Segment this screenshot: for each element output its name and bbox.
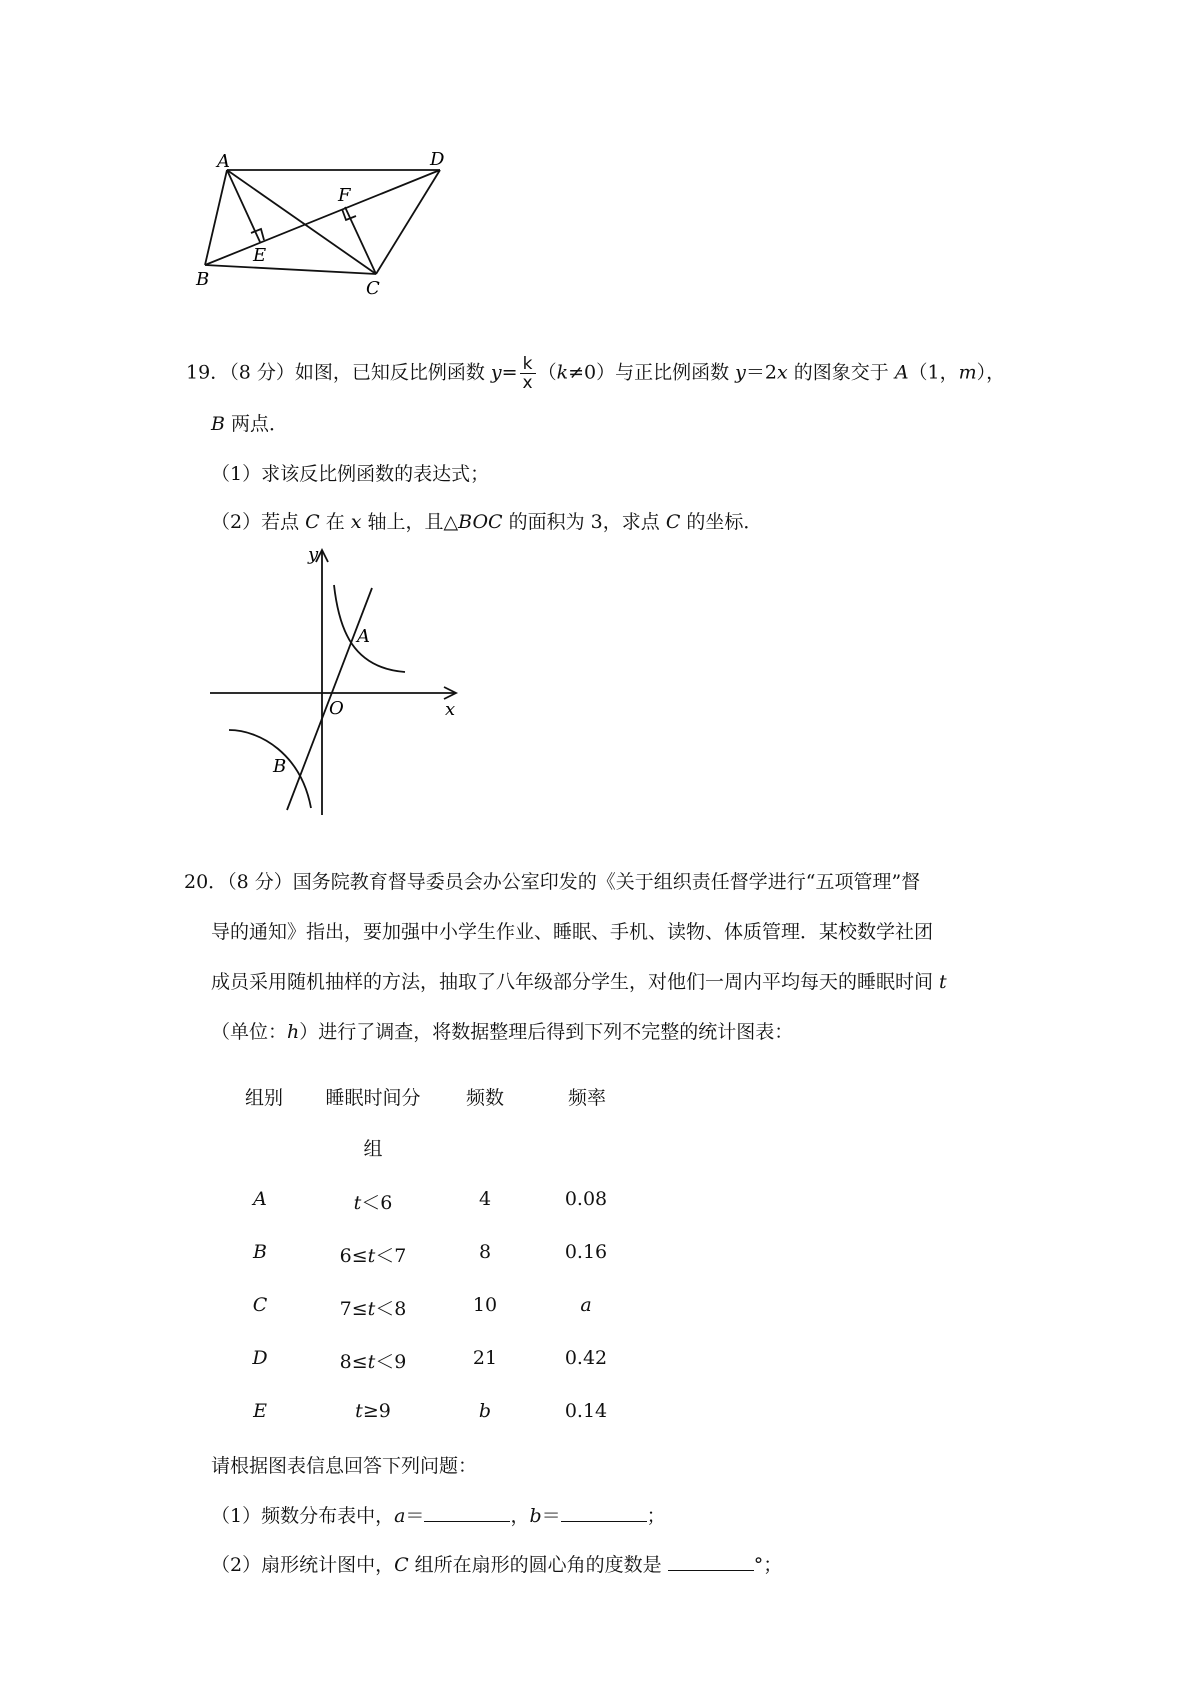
answer-blank-a[interactable] bbox=[424, 1503, 510, 1522]
parallelogram-svg bbox=[190, 150, 460, 300]
table-row-A-range: t＜6 bbox=[353, 1192, 393, 1214]
function-graph-svg bbox=[205, 540, 465, 820]
answer-blank-b[interactable] bbox=[561, 1503, 647, 1522]
table-row-C-range: 7≤t＜8 bbox=[339, 1298, 407, 1320]
table-row-B-rate: 0.16 bbox=[564, 1241, 608, 1263]
answer-blank-angle[interactable] bbox=[668, 1552, 754, 1571]
q20-line3: 成员采用随机抽样的方法，抽取了八年级部分学生，对他们一周内平均每天的睡眠时间 t bbox=[211, 971, 947, 993]
table-row-A-rate: 0.08 bbox=[564, 1188, 608, 1210]
function-graph-figure bbox=[205, 540, 465, 820]
label-B-point: B bbox=[273, 756, 287, 777]
table-header-freq: 频数 bbox=[465, 1087, 504, 1109]
table-row-C-rate: a bbox=[580, 1294, 592, 1316]
table-row-D-range: 8≤t＜9 bbox=[339, 1351, 407, 1373]
table-row-A-freq: 4 bbox=[478, 1188, 492, 1210]
label-y: y bbox=[308, 544, 319, 565]
table-row-E-group: E bbox=[253, 1400, 267, 1422]
table-header-range: 睡眠时间分 bbox=[325, 1087, 421, 1109]
q20-line2: 导的通知》指出，要加强中小学生作业、睡眠、手机、读物、体质管理．某校数学社团 bbox=[211, 921, 934, 943]
label-A: A bbox=[217, 151, 230, 172]
q20-line4: （单位：h）进行了调查，将数据整理后得到下列不完整的统计图表： bbox=[211, 1021, 794, 1043]
q20-sub1: （1）频数分布表中，a＝ ，b＝ ； bbox=[211, 1505, 666, 1527]
table-row-D-group: D bbox=[252, 1347, 268, 1369]
table-header-range-wrap: 组 bbox=[363, 1138, 383, 1160]
q20-line1: 20．（8 分）国务院教育督导委员会办公室印发的《关于组织责任督学进行“五项管理”督 bbox=[184, 871, 921, 893]
q20-prompt: 请根据图表信息回答下列问题： bbox=[211, 1455, 478, 1477]
label-E: E bbox=[253, 245, 267, 266]
label-O: O bbox=[329, 698, 344, 719]
label-x: x bbox=[445, 699, 456, 720]
label-D: D bbox=[430, 150, 445, 170]
table-row-C-freq: 10 bbox=[472, 1294, 498, 1316]
table-row-C-group: C bbox=[252, 1294, 268, 1316]
label-F: F bbox=[338, 185, 351, 206]
table-row-E-freq: b bbox=[478, 1400, 492, 1422]
table-header-rate: 频率 bbox=[567, 1087, 606, 1109]
label-C: C bbox=[366, 278, 380, 299]
fraction-k-over-x: $\frac{k}{x}$ bbox=[520, 355, 536, 392]
table-row-E-rate: 0.14 bbox=[564, 1400, 608, 1422]
table-row-D-rate: 0.42 bbox=[564, 1347, 608, 1369]
table-header-group: 组别 bbox=[244, 1087, 283, 1109]
q20-sub2: （2）扇形统计图中，C 组所在扇形的圆心角的度数是 °； bbox=[211, 1554, 783, 1576]
table-row-B-group: B bbox=[253, 1241, 267, 1263]
q19-sub2: （2）若点 C 在 x 轴上，且△BOC 的面积为 3，求点 C 的坐标． bbox=[211, 511, 763, 533]
q19-sub1: （1）求该反比例函数的表达式； bbox=[211, 463, 490, 485]
table-row-B-range: 6≤t＜7 bbox=[339, 1245, 407, 1267]
label-B: B bbox=[196, 269, 210, 290]
parallelogram-figure bbox=[190, 150, 460, 300]
table-row-D-freq: 21 bbox=[472, 1347, 498, 1369]
table-row-B-freq: 8 bbox=[478, 1241, 492, 1263]
q19-line1: 19．（8 分）如图，已知反比例函数 y= $\frac{k}{x}$ （k≠0）与正比例函数 y＝2x 的图象交于 A（1，m）， bbox=[186, 354, 1006, 393]
table-row-A-group: A bbox=[253, 1188, 267, 1210]
table-row-E-range: t≥9 bbox=[355, 1400, 391, 1422]
q19-line2: B 两点． bbox=[211, 413, 289, 435]
label-A-point: A bbox=[357, 626, 370, 647]
